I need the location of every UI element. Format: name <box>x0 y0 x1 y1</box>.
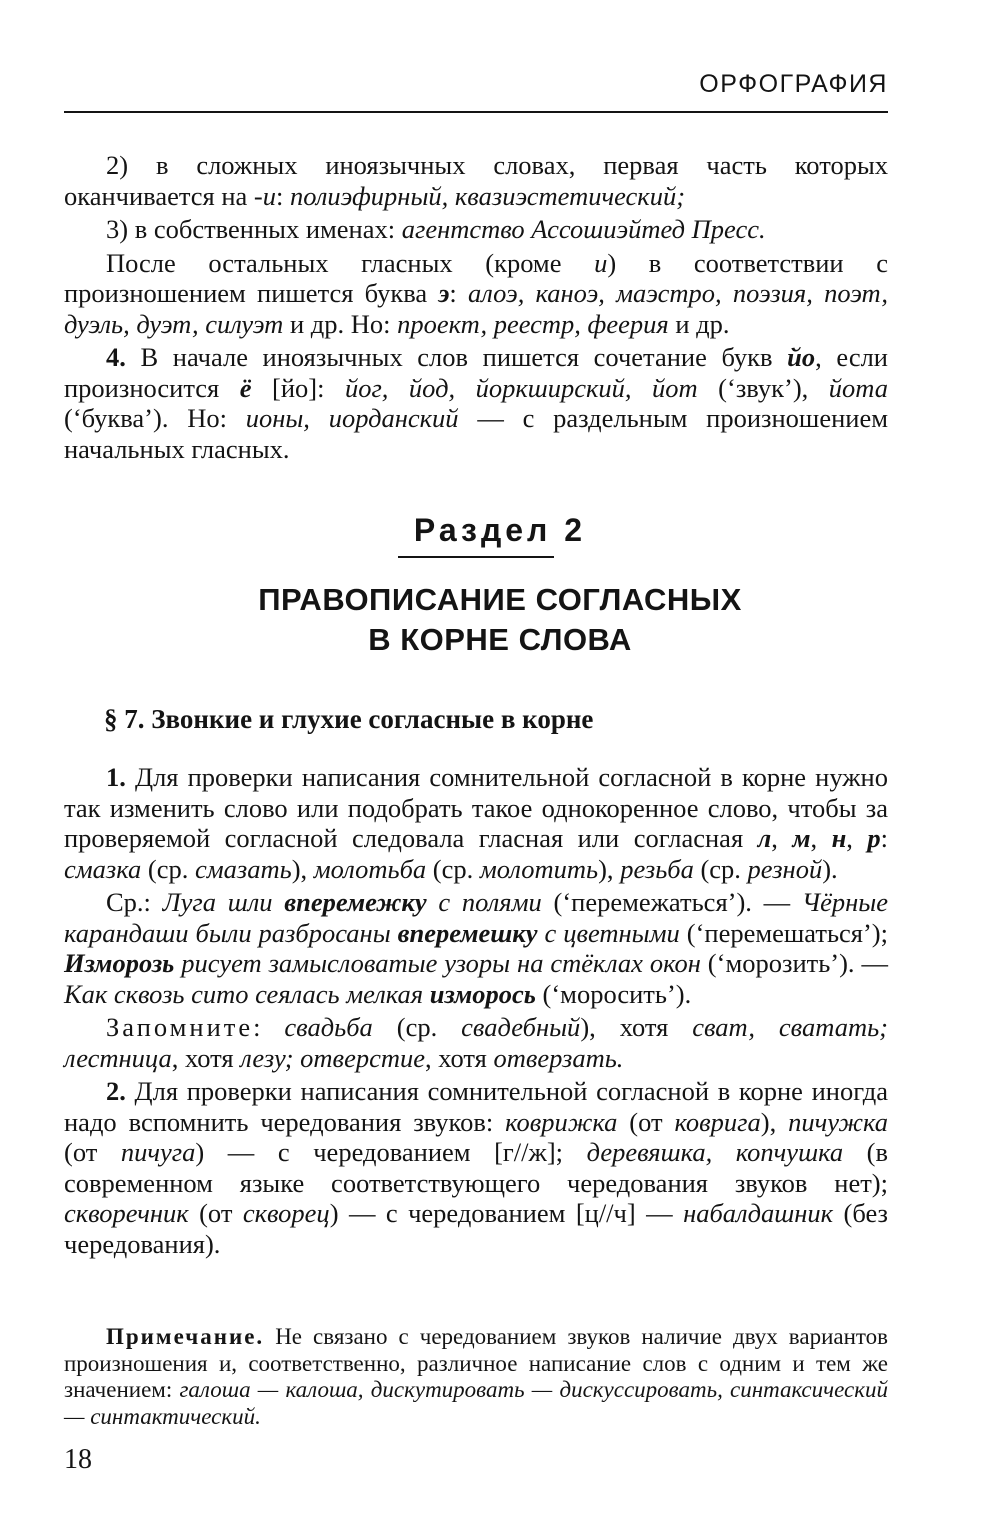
text-run: (‘звук’), <box>697 372 829 403</box>
text-run: скворец <box>242 1198 330 1228</box>
text-run: и др. Но: <box>283 308 398 339</box>
text-run: (от <box>617 1106 675 1137</box>
text-run: ) — с чередованием [ц//ч] — <box>329 1198 684 1228</box>
text-run: ), хотя <box>580 1012 693 1042</box>
text-run: (ср. <box>426 853 480 884</box>
paragraph-m3 <box>64 1012 888 1073</box>
text-run: агентство Ассошиэйтед Пресс. <box>401 214 766 244</box>
text-run: (‘морозить’). — <box>700 948 889 978</box>
text-run: (‘перемешаться’); <box>679 917 888 948</box>
text-run: (от <box>188 1198 243 1228</box>
text-run: , если произносится <box>64 342 888 403</box>
text-run: проект, реестр, феерия <box>397 308 669 339</box>
text-run: лезу; отверстие <box>240 1042 425 1073</box>
text-run: йог, йод, йоркширский, йот <box>344 372 698 403</box>
text-run: Чёрные карандаши были разбросаны <box>64 887 889 948</box>
text-run: (ср. <box>141 853 195 884</box>
text-run: (ср. <box>693 853 748 884</box>
page-number: 18 <box>64 1444 92 1475</box>
text-run: [йо]: <box>251 372 345 403</box>
text-run: вперемешку <box>397 917 538 948</box>
text-run: рисует замысловатые узоры на стёклах окон <box>174 948 701 978</box>
paragraph-t2 <box>64 214 888 245</box>
section-label: Раздел 2 <box>413 512 587 548</box>
text-run: ) — с чередованием [г//ж]; <box>195 1137 587 1167</box>
text-run: Запомните <box>106 1012 254 1042</box>
text-run: ионы, иорданский <box>245 403 459 433</box>
text-run: с полями <box>426 887 542 917</box>
text-run: пичужка <box>788 1106 888 1137</box>
note <box>64 1324 888 1430</box>
text-run: деревяшка, копчушка <box>586 1137 844 1167</box>
section-title-line-1: ПРАВОПИСАНИЕ СОГЛАСНЫХ <box>258 582 742 617</box>
text-run: Ср.: <box>106 887 163 917</box>
text-run: р <box>867 823 881 853</box>
text-run: 2) в сложных иноязычных словах, первая часть которых оканчивается на <box>64 150 888 211</box>
text-run: : <box>276 180 290 211</box>
text-run: ё <box>239 372 252 403</box>
text-run: вперемежку <box>284 887 427 917</box>
text-run: м <box>792 823 811 853</box>
text-run: (ср. <box>372 1012 462 1042</box>
text-run: смазать <box>194 853 292 884</box>
text-run: (‘моросить’). <box>535 978 692 1009</box>
text-run: : <box>449 278 468 308</box>
text-run: , <box>810 823 832 853</box>
text-run: свадьба <box>284 1012 373 1042</box>
text-run: свадебный <box>461 1012 581 1042</box>
text-run: 2. <box>106 1076 126 1106</box>
text-run: алоэ, каноэ, маэстро, поэзия, поэт, дуэль, дуэт, силуэт <box>64 278 888 339</box>
text-run: ) в соответствии с произношением пишется буква <box>64 247 888 308</box>
text-run: ), <box>760 1106 789 1137</box>
text-run: (от <box>64 1137 121 1167</box>
text-run: сват, сватать; лестница <box>64 1012 888 1073</box>
text-run: , хотя <box>425 1042 494 1073</box>
text-run: 3) в собственных именах: <box>106 214 402 244</box>
main-text-block <box>64 762 888 1262</box>
text-run: -и <box>253 180 276 211</box>
paragraph-m4 <box>64 1076 888 1259</box>
text-run: йо <box>787 342 816 372</box>
paragraph-m2 <box>64 887 888 1009</box>
text-run: резной <box>747 853 823 884</box>
text-run: ). <box>822 853 838 884</box>
section-title <box>0 580 1000 660</box>
text-run: Для проверки написания сомнительной согласной в корне нужно так изменить слово или подобрать такое однокоренное слово, чтобы за проверяемой согласной следовала гласная или согласная <box>64 762 888 853</box>
text-run: л <box>757 823 772 853</box>
text-run: , <box>846 823 868 853</box>
text-run: 1. <box>106 762 126 792</box>
text-run: Как сквозь сито сеялась мелкая <box>64 978 430 1009</box>
top-text-block <box>64 150 888 467</box>
paragraph-heading: § 7. Звонкие и глухие согласные в корне <box>104 704 594 734</box>
text-run: изморось <box>429 978 536 1009</box>
text-run: Для проверки написания сомнительной согласной в корне иногда надо вспомнить чередования звуков: <box>64 1076 888 1137</box>
text-run: (в современном языке соответствующего чередования звуков нет); <box>64 1137 888 1198</box>
running-head: ОРФОГРАФИЯ <box>699 70 888 98</box>
text-run: н <box>831 823 847 853</box>
text-run: ), <box>291 853 314 884</box>
text-run: резьба <box>620 853 694 884</box>
text-run: молотьба <box>313 853 427 884</box>
text-run: скворечник <box>64 1198 189 1228</box>
text-run: и др. <box>668 308 730 339</box>
section-rule <box>398 556 554 558</box>
text-run: Не связано с чередованием звуков наличие двух вариантов произношения и, соответственно, различное написание слов с одним и тем же значением: <box>64 1324 888 1402</box>
text-run: галоша — калоша, дискутировать — дискуссировать, синтаксический — синтактический. <box>64 1377 888 1429</box>
text-run: : <box>253 1012 285 1042</box>
text-run: и <box>594 247 608 278</box>
text-run: коврижка <box>505 1106 618 1137</box>
note-label: Примечание. <box>106 1324 265 1349</box>
text-run: отверзать. <box>493 1042 624 1073</box>
header-rule <box>64 111 888 113</box>
text-run: : <box>880 823 888 853</box>
text-run: молотить <box>479 853 599 884</box>
text-run: коврига <box>674 1106 761 1137</box>
text-run: (‘буква’). Но: <box>64 403 246 433</box>
text-run: Луга шли <box>162 887 285 917</box>
section-title-line-2: В КОРНЕ СЛОВА <box>368 622 632 657</box>
paragraph-t4 <box>64 342 888 464</box>
text-run: с цветными <box>537 917 680 948</box>
paragraph-t1 <box>64 150 888 211</box>
text-run: После остальных гласных (кроме <box>106 247 595 278</box>
text-run: (без чередования). <box>64 1198 889 1259</box>
text-run: набалдашник <box>683 1198 834 1228</box>
paragraph-t3 <box>64 248 888 340</box>
text-run: ), <box>598 853 621 884</box>
text-run: В начале иноязычных слов пишется сочетание букв <box>125 342 788 372</box>
text-run: Изморозь <box>64 948 175 978</box>
text-run: , хотя <box>171 1042 241 1073</box>
text-run: смазка <box>64 853 142 884</box>
text-run: пичуга <box>120 1137 196 1167</box>
text-run: йота <box>828 372 889 403</box>
text-run: полиэфирный, квазиэстетический; <box>290 180 686 211</box>
text-run: 4. <box>106 342 126 372</box>
text-run: э <box>438 278 450 308</box>
text-run: — с раздельным произношением начальных гласных. <box>64 403 888 464</box>
paragraph-m1 <box>64 762 888 884</box>
text-run: (‘перемежаться’). — <box>541 887 802 917</box>
text-run: , <box>771 823 793 853</box>
